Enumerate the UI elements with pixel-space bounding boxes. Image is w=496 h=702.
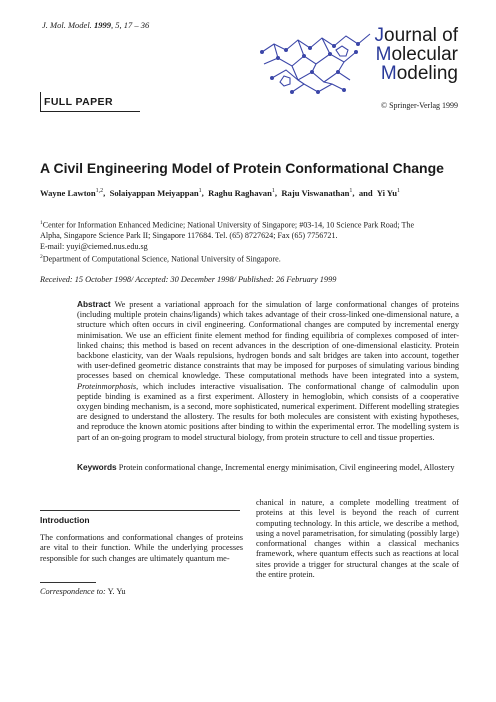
article-type-divider: [40, 92, 41, 111]
introduction-column-2: chanical in nature, a complete modelling treatment of proteins at this level is beyond the reach of current computing technology. In this article, we describe a method, using a novel parametrisation, for simulating (possibly large) conformational changes within a classical mechanics framework, where quantum effects such as reactions at local sites provide a trigger for structural changes at the scale of the entire protein.: [256, 498, 459, 580]
affiliation-1: [40, 218, 460, 252]
article-type: FULL PAPER: [44, 96, 113, 108]
journal-title-line1: Journal of: [374, 25, 458, 46]
section-heading-introduction: Introduction: [40, 515, 90, 525]
affiliation-2: [40, 252, 460, 265]
affiliation-1-line2: Alpha, Singapore Science Park II; Singapore 117684. Tel. (65) 8727624; Fax (65) 7756721.: [40, 231, 338, 241]
introduction-column-1: The conformations and conformational changes of proteins are vital to their function. While the underlying processes responsible for such changes are ultimately quantum me-: [40, 533, 243, 563]
footnote-rule: [40, 582, 96, 583]
affiliation-mark: 2: [40, 254, 43, 260]
affiliation-mark: 1: [40, 220, 43, 226]
author-name: Wayne Lawton: [40, 188, 96, 198]
citation: [42, 20, 149, 30]
system-name: Proteinmorphosis: [77, 381, 137, 391]
correspondence-footnote: [40, 587, 126, 596]
keywords-text: Protein conformational change, Incremental energy minimisation, Civil engineering model, Allostery: [116, 463, 455, 472]
author-affil-mark: 1: [349, 188, 353, 195]
paper-title: A Civil Engineering Model of Protein Conformational Change: [40, 160, 444, 176]
citation-rest: , 5, 17 – 36: [110, 20, 150, 30]
affiliation-1-email: E-mail: yuyi@ciemed.nus.edu.sg: [40, 241, 148, 251]
author-list: Wayne Lawton$^{1,2}$, Solaiyappan Meiyappan$^1$, Raghu Raghavan$^1$, Raju Viswanathan$^1$, and Yi Yu$^1$: [40, 188, 400, 198]
abstract-text-part2: , which includes interactive visualisation. The conformational change of calmodulin upon peptide binding is examined as a first experiment. Allostery in hemoglobin, which consists of a cooperative oxygen binding mechanism, is a second, more sophisticated, numerical experiment. Different modelling strategies are designed to understand the allostery. The results for both molecules are consistent with existing hypotheses, and reproduce the known atomic positions after binding to within the experimental error. The modelling system is part of an on-going program to model structural biology, from protein structure to cell and tissue properties.: [77, 381, 459, 442]
author-affil-mark: 1: [397, 188, 400, 195]
publication-dates: Received: 15 October 1998/ Accepted: 30 December 1998/ Published: 26 February 1999: [40, 275, 337, 284]
correspondence-label: Correspondence to:: [40, 587, 106, 596]
citation-journal: J. Mol. Model.: [42, 20, 92, 30]
author-name: Solaiyappan Meiyappan: [109, 188, 199, 198]
affiliation-2-line1: Department of Computational Science, National University of Singapore.: [42, 254, 281, 264]
article-type-underline: [40, 111, 140, 112]
author-affil-mark: 1: [271, 188, 275, 195]
author-affil-mark: 1,2: [95, 188, 104, 195]
journal-title-line2: Molecular: [375, 44, 458, 65]
section-rule: [40, 510, 240, 511]
keywords-label: Keywords: [77, 462, 117, 472]
author-name: Raju Viswanathan: [281, 188, 350, 198]
abstract-text-part1: We present a variational approach for the simulation of large conformational changes of proteins (including multiple protein chains/ligands) which takes advantage of their cross-linked one-dimensional nature, a structure which often occurs in civil engineering. Conformational changes are computed by incremental energy minimisation. We use an efficient finite element method for finding equilibria of complexes composed of inter-linked chains; this method is based on recent advances in the description of one-dimensional elasticity. Protein backbone elasticity, van der Waals repulsions, hydrogen bonds and salt bridges are taken into account, together with user-defined geometric distance constraints that may be imposed for purposes of simulating various binding processes based on chemical knowledge. These computational methods have been integrated into a system,: [77, 300, 459, 381]
affiliation-1-line1: Center for Information Enhanced Medicine; National University of Singapore; #03-14, 10 Science Park Road; The: [42, 220, 415, 230]
journal-title-line3: Modeling: [380, 63, 458, 84]
correspondence-name: Y. Yu: [105, 587, 126, 596]
author-affil-mark: 1: [198, 188, 202, 195]
abstract-label: Abstract: [77, 299, 111, 309]
copyright: © Springer-Verlag 1999: [380, 101, 458, 110]
author-name: Raghu Raghavan: [208, 188, 272, 198]
citation-year: 1999: [93, 20, 111, 30]
author-name: Yi Yu: [376, 188, 397, 198]
keywords: [77, 462, 459, 473]
abstract: [77, 299, 459, 443]
journal-title: [375, 26, 458, 83]
